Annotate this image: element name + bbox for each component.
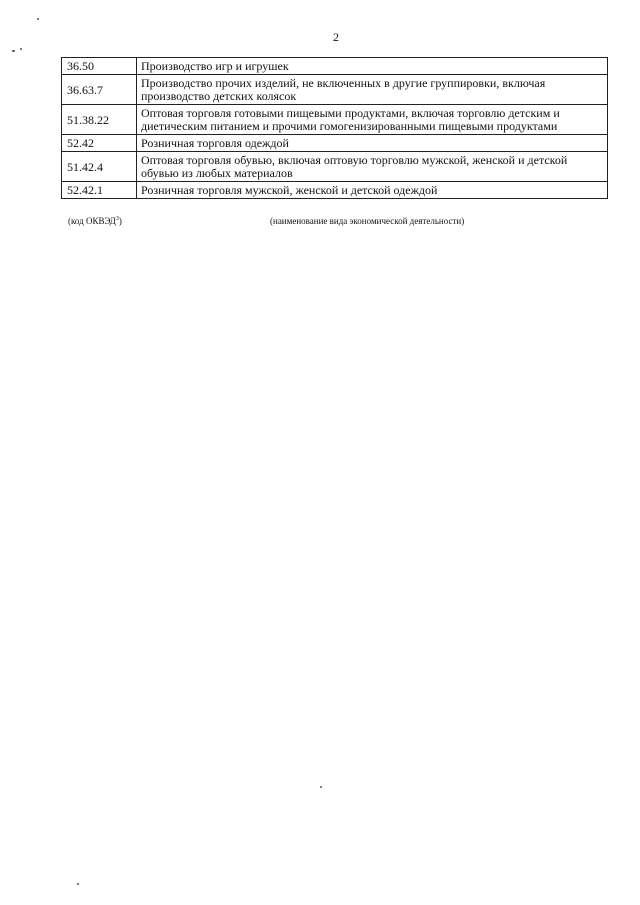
okved-code-caption — [68, 216, 122, 226]
scan-speck — [320, 786, 322, 788]
table-row — [62, 152, 608, 182]
scan-speck — [77, 883, 79, 885]
page-number: 2 — [333, 30, 339, 44]
okved-code-caption-close: ) — [118, 216, 122, 226]
scan-speck — [12, 50, 15, 52]
okved-code-cell: 52.42.1 — [62, 182, 137, 199]
activity-name-cell: Оптовая торговля обувью, включая оптовую торговлю мужской, женской и детской обувью из любых материалов — [137, 152, 608, 182]
scan-speck — [20, 48, 22, 50]
okved-code-caption-text: (код ОКВЭД — [68, 216, 116, 226]
table-captions — [0, 216, 640, 228]
table-row — [62, 75, 608, 105]
activity-name-cell: Розничная торговля мужской, женской и детской одеждой — [137, 182, 608, 199]
table-row — [62, 182, 608, 199]
table-row — [62, 135, 608, 152]
activity-name-cell: Розничная торговля одеждой — [137, 135, 608, 152]
scan-speck — [37, 18, 39, 20]
okved-activities-table — [61, 57, 608, 199]
okved-code-cell: 36.50 — [62, 58, 137, 75]
activity-name-cell: Оптовая торговля готовыми пищевыми продуктами, включая торговлю детским и диетическим питанием и прочими гомогенизированными пищевыми продуктами — [137, 105, 608, 135]
activity-name-cell: Производство игр и игрушек — [137, 58, 608, 75]
okved-code-cell: 52.42 — [62, 135, 137, 152]
activity-name-caption: (наименование вида экономической деятельности) — [270, 216, 465, 226]
okved-code-cell: 51.42.4 — [62, 152, 137, 182]
footnote-marker: 3 — [115, 216, 119, 222]
activity-name-cell: Производство прочих изделий, не включенных в другие группировки, включая производство детских колясок — [137, 75, 608, 105]
table-row — [62, 105, 608, 135]
table-row — [62, 58, 608, 75]
okved-code-cell: 51.38.22 — [62, 105, 137, 135]
okved-code-cell: 36.63.7 — [62, 75, 137, 105]
